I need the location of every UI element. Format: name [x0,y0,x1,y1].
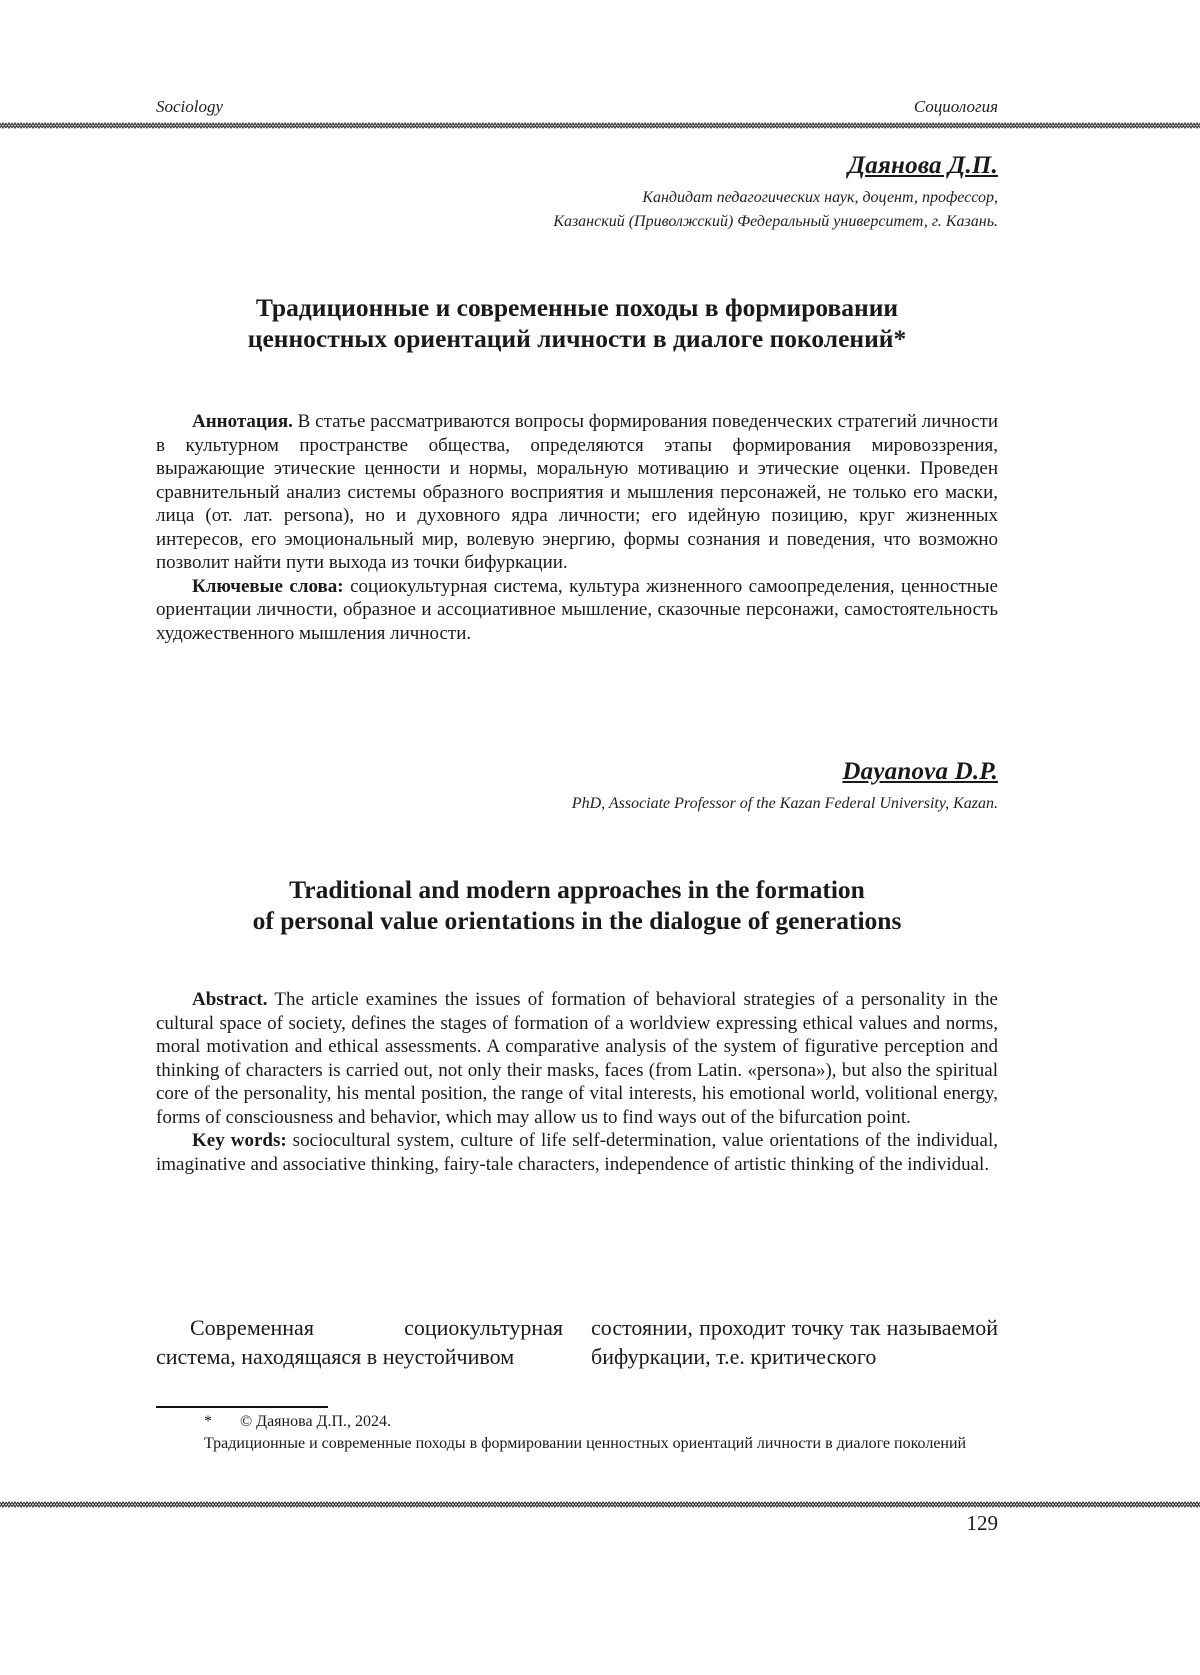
abstract-en-label: Abstract. [192,989,268,1010]
footnote-mark: * [204,1413,212,1430]
annotation-paragraph [156,410,998,575]
abstract-en-paragraph [156,988,998,1129]
article-title-en [156,874,998,936]
keywords-en-label: Key words: [192,1130,287,1151]
body-column-1 [156,1313,563,1371]
keywords-en-text: sociocultural system, culture of life self-determination, value orientations of the individual, imaginative and associative thinking, fairy-tale characters, independence of artistic thinking of the individual. [156,1130,999,1175]
annotation-text: В статье рассматриваются вопросы формирования поведенческих стратегий личности в культурном пространстве общества, определяются этапы формирования мировоззрения, выражающие этические ценности и нормы, моральную мотивацию и этические оценки. Проведен сравнительный анализ системы образного восприятия и мышления персонажей, не только его маски, лица (от. лат. persona), но и духовного ядра личности; его идейную позицию, круг жизненных интересов, его эмоциональный мир, волевую энергию, формы сознания и поведения, что возможно позволит найти пути выхода из точки бифуркации. [156,411,998,573]
author-block-ru [553,152,998,234]
affiliation-ru-line1: Кандидат педагогических наук, доцент, профессор, [642,189,998,206]
footnote-rule [156,1406,328,1408]
footnote [156,1411,998,1455]
title-en-line1: Traditional and modern approaches in the formation [289,875,865,904]
article-title-ru [156,292,998,354]
keywords-en-paragraph [156,1129,998,1176]
body-column-1-text: Современная социокультурная система, находящаяся в неустойчивом [156,1315,563,1369]
footnote-copyright: © Даянова Д.П., 2024. [240,1413,392,1430]
title-ru-line2: ценностных ориентаций личности в диалоге поколений [247,324,894,353]
body-column-2-text: состоянии, проходит точку так называемой бифуркации, т.е. критического [591,1315,998,1369]
footnote-copyright-line [156,1411,998,1433]
page-number: 129 [966,1511,998,1535]
top-ornament-rule [0,121,1200,130]
title-en-line2: of personal value orientations in the dialogue of generations [252,906,902,935]
abstract-en [156,988,998,1176]
abstract-ru [156,410,998,645]
title-footnote-mark: * [893,324,907,353]
affiliation-ru-line2: Казанский (Приволжский) Федеральный университет, г. Казань. [553,213,998,230]
running-header-left: Sociology [156,97,224,116]
affiliation-en: PhD, Associate Professor of the Kazan Federal University, Kazan. [571,795,998,812]
running-header-right: Социология [913,97,998,116]
body-text [156,1313,998,1371]
author-block-en [572,758,998,816]
abstract-en-text: The article examines the issues of formation of behavioral strategies of a personality in the cultural space of society, defines the stages of formation of a worldview expressing ethical values and norms, moral motivation and ethical assessments. A comparative analysis of the system of figurative perception and thinking of characters is carried out, not only their masks, faces (from Latin. «persona»), but also the spiritual core of the personality, his mental position, the range of vital interests, his emotional world, volitional energy, forms of consciousness and behavior, which may allow us to find ways out of the bifurcation point. [156,989,998,1128]
annotation-label: Аннотация. [192,411,293,432]
running-header [156,97,998,117]
footnote-title: Традиционные и современные походы в формировании ценностных ориентаций личности в диалоге поколений [204,1435,967,1452]
keywords-ru-text: социокультурная система, культура жизненного самоопределения, ценностные ориентации личности, образное и ассоциативное мышление, сказочные персонажи, самостоятельность художественного мышления личности. [156,575,998,644]
author-name-ru: Даянова Д.П. [847,152,998,179]
body-column-2 [591,1313,998,1371]
keywords-ru-paragraph [156,575,998,646]
title-ru-line1: Традиционные и современные походы в формировании [255,293,899,322]
keywords-ru-label: Ключевые слова: [192,575,344,597]
bottom-ornament-rule [0,1500,1200,1509]
author-name-en: Dayanova D.P. [842,758,998,785]
